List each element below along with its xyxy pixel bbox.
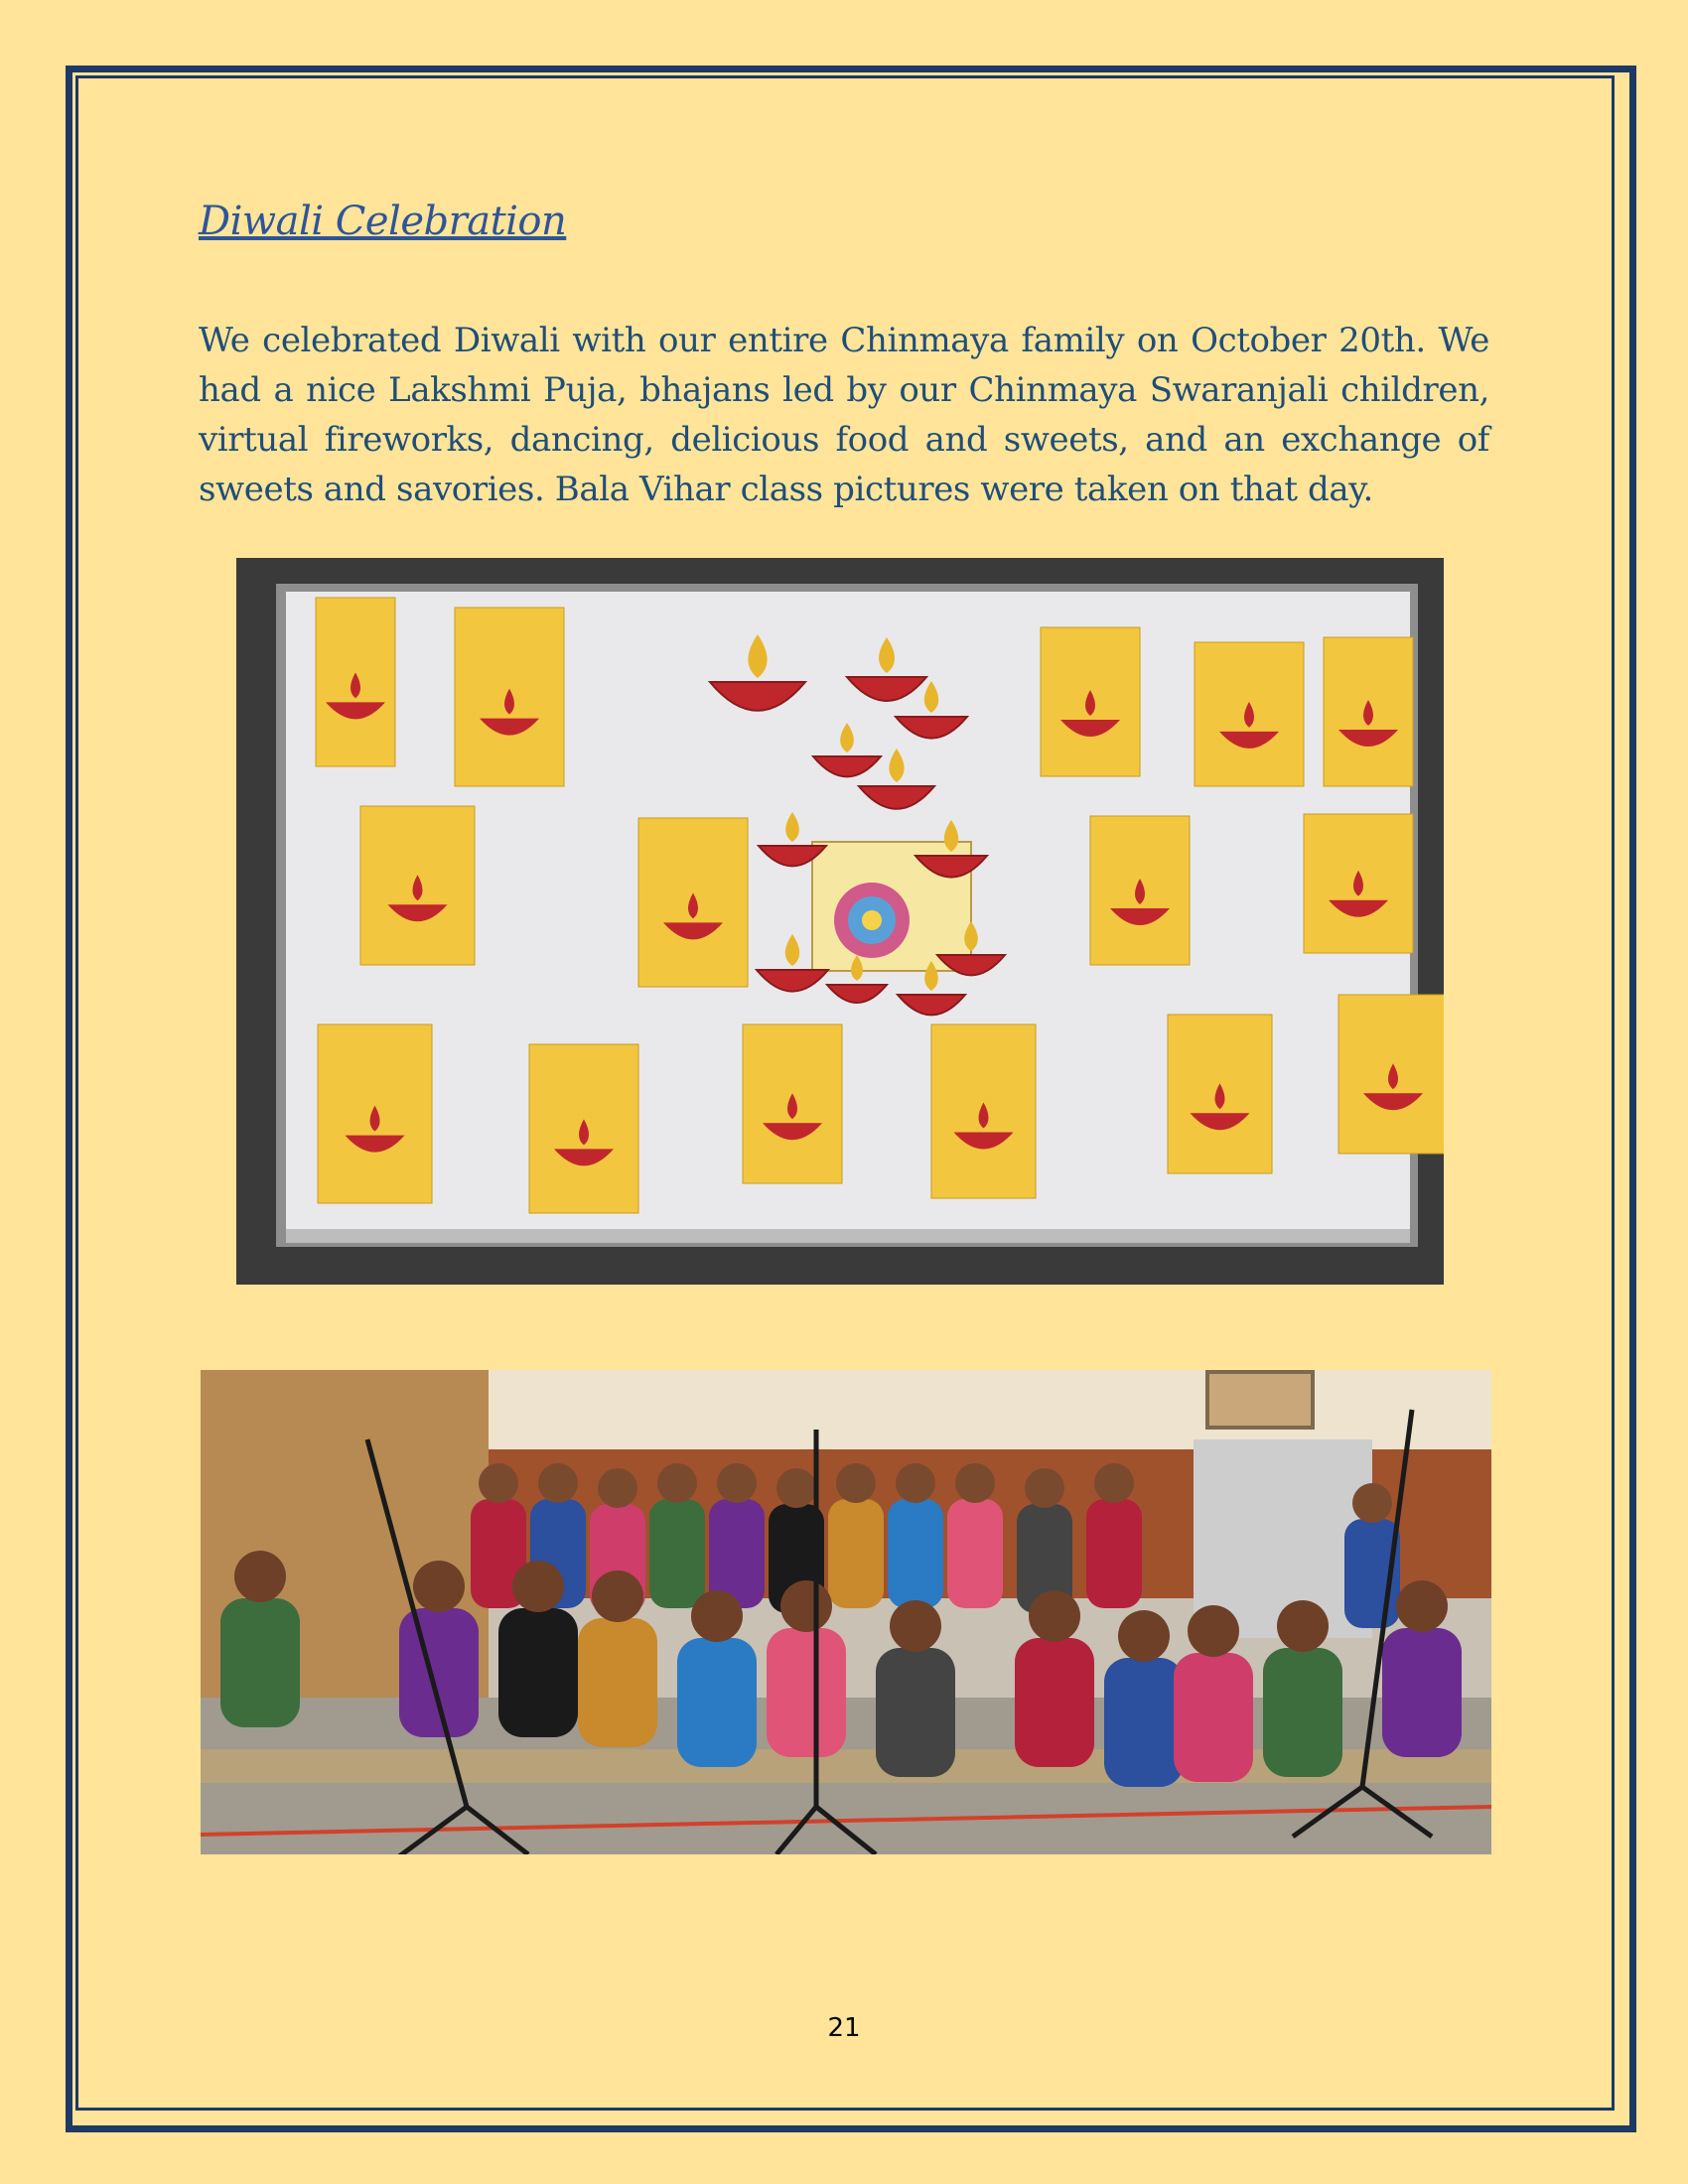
diwali-card [743,1024,842,1183]
diwali-card [1338,995,1444,1154]
diwali-card [1195,642,1304,786]
page-title: Diwali Celebration [199,199,567,244]
body-paragraph: We celebrated Diwali with our entire Chinmaya family on October 20th. We had a nice Lakshmi Puja, bhajans led by our Chinmaya Swaranjali children, virtual fireworks, dancing, delicious food and sweets, and an exchange of sweets and savories. Bala Vihar class pictures were taken on that day. [199,321,1489,509]
bhajan-singers-photo [201,1370,1491,1854]
diwali-card [931,1024,1036,1198]
diwali-cards-photo [236,558,1444,1285]
audience-member [649,1463,705,1608]
audience-member [947,1463,1003,1608]
audience-member [888,1463,943,1608]
diwali-card [316,598,395,766]
diwali-card [529,1044,638,1213]
diwali-card [1090,816,1190,965]
diwali-card [360,806,475,965]
diwali-card [1168,1015,1272,1173]
audience-member [828,1463,884,1608]
diwali-card [318,1024,432,1203]
diwali-card [1324,637,1413,786]
audience-member [1086,1463,1142,1608]
audience-member [709,1463,765,1608]
diwali-card [638,818,748,987]
diwali-card [1304,814,1413,953]
diwali-card [1041,627,1140,776]
audience-member [1017,1468,1072,1613]
diwali-card [455,608,564,786]
page-number: 21 [827,2013,861,2043]
